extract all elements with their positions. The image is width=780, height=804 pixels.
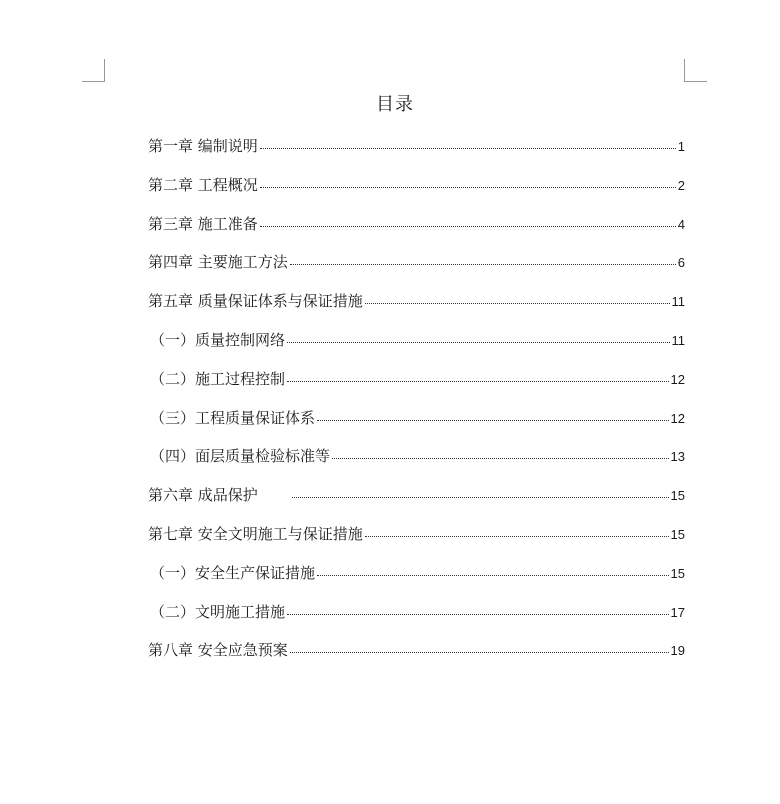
toc-entry[interactable] <box>148 135 685 174</box>
toc-entry-title: （三）工程质量保证体系 <box>150 408 316 427</box>
toc-entry-title: （一）安全生产保证措施 <box>150 563 316 582</box>
toc-entry-title: 第一章 编制说明 <box>148 137 258 155</box>
toc-entry[interactable] <box>148 368 685 407</box>
toc-entry[interactable] <box>148 174 685 213</box>
toc-entry[interactable] <box>148 639 685 678</box>
toc-dot-leader <box>365 536 669 537</box>
crop-mark-top-right <box>684 59 707 82</box>
toc-page-number: 19 <box>670 643 685 659</box>
toc-page-number: 15 <box>670 565 685 581</box>
toc-entry-title: （四）面层质量检验标准等 <box>150 447 331 466</box>
toc-dot-leader <box>292 497 669 498</box>
toc-entry-title: 第七章 安全文明施工与保证措施 <box>148 524 363 543</box>
toc-entry[interactable] <box>148 329 685 368</box>
toc-entry-title: 第三章 施工准备 <box>148 214 258 233</box>
toc-entry[interactable] <box>148 562 685 601</box>
toc-dot-leader <box>332 458 669 459</box>
toc-entry-title: （二）施工过程控制 <box>150 369 286 388</box>
toc-page-number: 15 <box>670 526 685 542</box>
toc-page-number: 1 <box>677 139 685 154</box>
toc-entry[interactable] <box>148 290 685 329</box>
toc-entry-title: 第五章 质量保证体系与保证措施 <box>148 292 363 311</box>
toc-entry-title: 第六章 成品保护 <box>148 486 258 505</box>
toc-entry-title: 第四章 主要施工方法 <box>148 253 288 272</box>
toc-dot-leader <box>365 303 670 304</box>
toc-dot-leader <box>260 226 676 227</box>
toc-page-number: 11 <box>671 332 685 348</box>
toc-page-number: 11 <box>671 294 685 310</box>
toc-title: 目录 <box>376 94 414 115</box>
toc-entry[interactable] <box>148 484 685 523</box>
toc-page-number: 17 <box>670 604 685 620</box>
table-of-contents <box>148 135 685 678</box>
toc-page-number: 12 <box>670 410 685 426</box>
toc-entry[interactable] <box>148 601 685 640</box>
toc-entry[interactable] <box>148 213 685 252</box>
toc-entry[interactable] <box>148 407 685 446</box>
toc-entry-title: （一）质量控制网络 <box>150 330 286 349</box>
toc-dot-leader <box>287 614 669 615</box>
toc-dot-leader <box>290 264 676 265</box>
toc-dot-leader <box>287 381 669 382</box>
toc-dot-leader <box>290 652 669 653</box>
toc-entry-title: （二）文明施工措施 <box>150 602 286 621</box>
toc-dot-leader <box>317 420 669 421</box>
toc-page-number: 15 <box>670 488 685 504</box>
toc-page-number: 4 <box>677 216 685 232</box>
toc-entry-title: 第二章 工程概况 <box>148 175 258 194</box>
toc-page-number: 13 <box>670 449 685 465</box>
toc-entry[interactable] <box>148 445 685 484</box>
toc-entry[interactable] <box>148 251 685 290</box>
crop-mark-top-left <box>82 59 105 82</box>
toc-dot-leader <box>287 342 669 343</box>
toc-dot-leader <box>317 575 669 576</box>
toc-page-number: 6 <box>677 255 685 271</box>
toc-page-number: 2 <box>677 177 685 193</box>
toc-entry[interactable] <box>148 523 685 562</box>
toc-dot-leader <box>260 187 676 188</box>
toc-entry-title: 第八章 安全应急预案 <box>148 641 288 660</box>
toc-page-number: 12 <box>670 371 685 387</box>
toc-dot-leader <box>260 148 676 149</box>
